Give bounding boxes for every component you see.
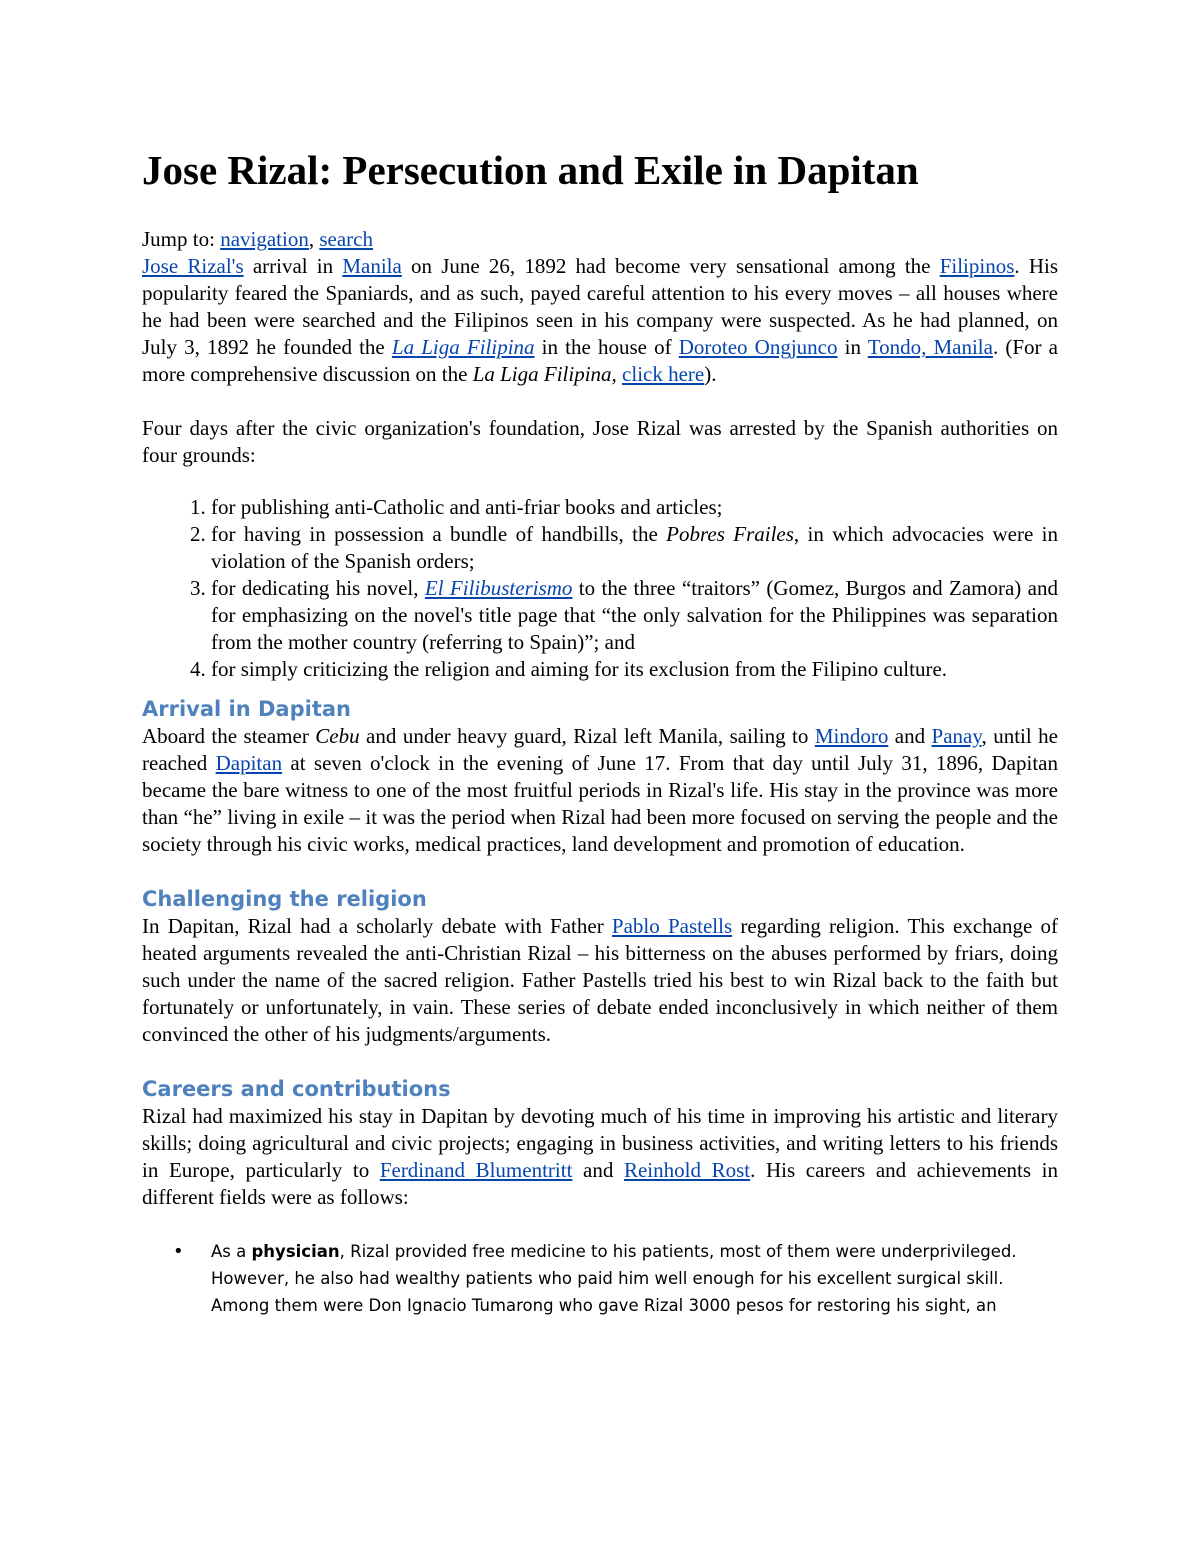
arrival-paragraph: Aboard the steamer Cebu and under heavy guard, Rizal left Manila, sailing to Mindoro and Panay, until he reached Dapitan at seven o'clock in the evening of June 17. From that day until July 31, 1896, Dapitan became the bare witness to one of the most fruitful periods in Rizal's life. His stay in the province was more than “he” living in exile – it was the period when Rizal had been more focused on serving the people and the society through his civic works, medical practices, land development and promotion of education. [142, 724, 1058, 856]
manila-link[interactable]: Manila [342, 254, 402, 278]
list-item: • As a physician, Rizal provided free medicine to his patients, most of them were underprivileged. However, he also had wealthy patients who paid him well enough for his excellent surgical skill. Among them were Don Ignacio Tumarong who gave Rizal 3000 pesos for restoring his sight, an [211, 1238, 1058, 1319]
list-item: 4. for simply criticizing the religion and aiming for its exclusion from the Filipino culture. [211, 656, 1058, 683]
tondo-manila-link[interactable]: Tondo, Manila [867, 335, 993, 359]
grounds-list [142, 494, 1058, 683]
doroteo-ongjunco-link[interactable]: Doroteo Ongjunco [678, 335, 838, 359]
navigation-link[interactable]: navigation [220, 227, 309, 251]
jump-to-line: Jump to: navigation, search [142, 227, 373, 251]
jose-rizal-link[interactable]: Jose Rizal's [142, 254, 244, 278]
careers-bullet-list [142, 1238, 1058, 1319]
reinhold-rost-link[interactable]: Reinhold Rost [623, 1158, 751, 1182]
article-body [142, 226, 1058, 1319]
el-filibusterismo-link[interactable]: El Filibusterismo [424, 576, 573, 600]
ferdinand-blumentritt-link[interactable]: Ferdinand Blumentritt [379, 1158, 573, 1182]
click-here-link[interactable]: click here [622, 362, 705, 386]
intro-paragraph: Jose Rizal's arrival in Manila on June 26, 1892 had become very sensational among the Filipinos. His popularity feared the Spaniards, and as such, payed careful attention to his every moves – all houses where he had been were searched and the Filipinos seen in his company were suspected. As he had planned, on July 3, 1892 he founded the La Liga Filipina in the house of Doroteo Ongjunco in Tondo, Manila. (For a more comprehensive discussion on the La Liga Filipina, click here). [142, 254, 1058, 386]
dapitan-link[interactable]: Dapitan [215, 751, 283, 775]
arrest-paragraph: Four days after the civic organization's foundation, Jose Rizal was arrested by the Spanish authorities on four grounds: [142, 416, 1058, 467]
pablo-pastells-link[interactable]: Pablo Pastells [611, 914, 733, 938]
section-heading-arrival: Arrival in Dapitan [142, 697, 351, 721]
list-item: 1. for publishing anti-Catholic and anti-friar books and articles; [211, 494, 1058, 521]
careers-paragraph: Rizal had maximized his stay in Dapitan by devoting much of his time in improving his artistic and literary skills; doing agricultural and civic projects; engaging in business activities, and writing letters to his friends in Europe, particularly to Ferdinand Blumentritt and Reinhold Rost. His careers and achievements in different fields were as follows: [142, 1104, 1058, 1209]
filipinos-link[interactable]: Filipinos [939, 254, 1015, 278]
list-item: 3. for dedicating his novel, El Filibusterismo to the three “traitors” (Gomez, Burgos and Zamora) and for emphasizing on the novel's title page that “the only salvation for the Philippines was separation from the mother country (referring to Spain)”; and [211, 575, 1058, 656]
page-title: Jose Rizal: Persecution and Exile in Dapitan [142, 147, 919, 193]
panay-link[interactable]: Panay [931, 724, 982, 748]
la-liga-filipina-link[interactable]: La Liga Filipina [391, 335, 535, 359]
search-link[interactable]: search [319, 227, 373, 251]
bullet-icon: • [173, 1241, 184, 1262]
mindoro-link[interactable]: Mindoro [814, 724, 889, 748]
list-item: 2. for having in possession a bundle of handbills, the Pobres Frailes, in which advocacies were in violation of the Spanish orders; [211, 521, 1058, 575]
religion-paragraph: In Dapitan, Rizal had a scholarly debate with Father Pablo Pastells regarding religion. This exchange of heated arguments revealed the anti-Christian Rizal – his bitterness on the abuses performed by friars, doing such under the name of the sacred religion. Father Pastells tried his best to win Rizal back to the faith but fortunately or unfortunately, in vain. These series of debate ended inconclusively in which neither of them convinced the other of his judgments/arguments. [142, 914, 1058, 1046]
jump-prefix: Jump to: [142, 227, 221, 251]
section-heading-careers: Careers and contributions [142, 1077, 451, 1101]
section-heading-religion: Challenging the religion [142, 887, 427, 911]
